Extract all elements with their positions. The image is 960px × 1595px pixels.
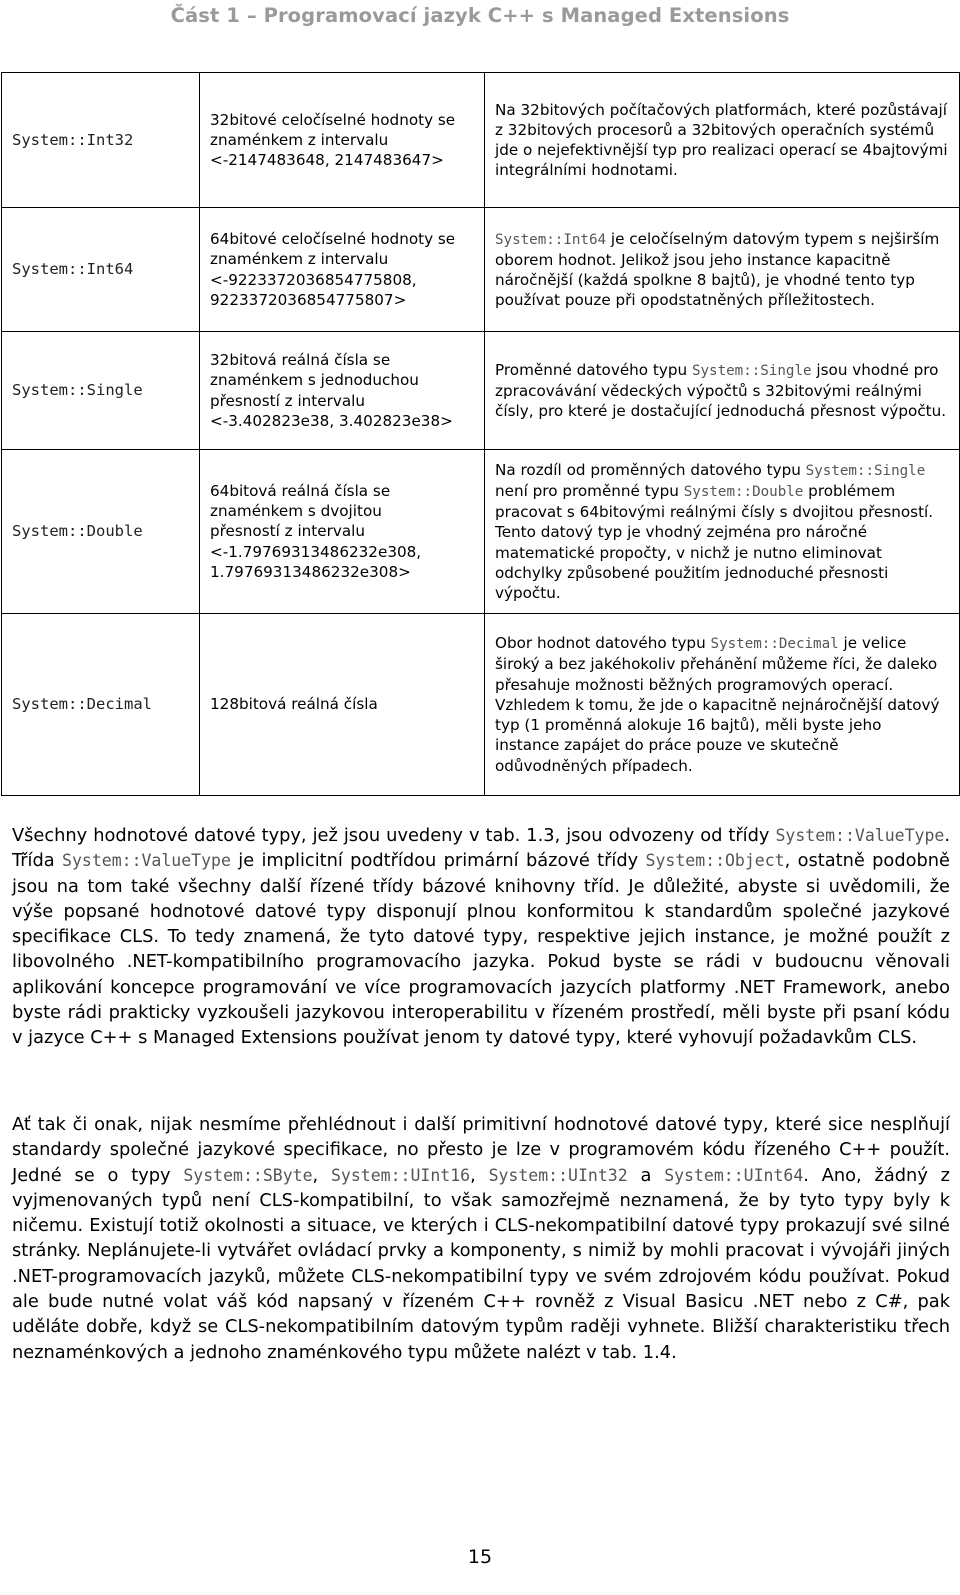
range-line: 32bitové celočíselné hodnoty se bbox=[210, 110, 456, 129]
range-line: 64bitová reálná čísla se bbox=[210, 481, 391, 500]
description-text: Na 32bitových počítačových platformách, které pozůstávají z 32bitových procesorů a 32bitových operačních systémů jde o nejefektivnější typ pro realizaci operací se 4bajtovými integrálními hodnotami. bbox=[495, 100, 948, 180]
type-name-cell: System::Double bbox=[2, 450, 200, 614]
paragraph-text: Ať tak či onak, nijak nesmíme přehlédnout i další primitivní hodnotové datové typy, které sice nesplňují standardy společné jazykové specifikace, no přesto je lze v programovém kódu řízeného C++ použít. Jedné se o typy bbox=[12, 1114, 950, 1186]
description-cell bbox=[485, 332, 960, 450]
range-line: <-2147483648, 2147483647> bbox=[210, 151, 444, 170]
description-cell bbox=[485, 73, 960, 208]
paragraph-text: , bbox=[312, 1164, 331, 1186]
type-code: System::Double bbox=[683, 483, 804, 500]
range-line: přesností z intervalu bbox=[210, 391, 365, 410]
description-text: není pro proměnné typu bbox=[495, 481, 684, 500]
range-line: znaménkem z intervalu bbox=[210, 250, 389, 269]
type-code: System::Object bbox=[645, 851, 785, 871]
table-row bbox=[2, 208, 960, 332]
range-line: 1.79769313486232e308> bbox=[210, 562, 411, 581]
type-code: System::ValueType bbox=[62, 851, 231, 871]
description-text: problémem pracovat s 64bitovými reálnými čísly s dvojitou přesností. Tento datový typ je vhodný zejména pro náročné matematické propočty, v nichž je nutno eliminovat odchylky způsobené použitím jednoduché přesnosti výpočtu. bbox=[495, 481, 934, 602]
paragraph-text: , ostatně podobně jsou na tom také všechny další řízené třídy bázové knihovny tříd. Je důležité, abyste si uvědomili, že výše popsané hodnotové datové typy disponují plnou konformitou k standardům společné jazykové specifikace CLS. To tedy znamená, že tyto datové typy, respektive jejich instance, je možné použít z libovolného .NET-kompatibilního programovacího jazyka. Pokud byste se rádi v budoucnu věnovali aplikování koncepce programování ve více programovacích jazycích platformy .NET Framework, anebo byste rádi prakticky vyzkoušeli jazykovou interoperabilitu v řízeném prostředí, měli byste při psaní kódu v jazyce C++ s Managed Extensions používat jenom ty datové typy, které vyhovují požadavkům CLS. bbox=[12, 850, 950, 1049]
description-text: jsou vhodné pro zpracovávání vědeckých výpočtů s 32bitovými reálnými čísly, pro které je dostačující jednoduchá přesnost výpočtu. bbox=[495, 360, 947, 421]
description-cell bbox=[485, 208, 960, 332]
range-line: 9223372036854775807> bbox=[210, 290, 407, 309]
paragraph-text: . Ano, žádný z vyjmenovaných typů není CLS-kompatibilní, to však samozřejmě neznamená, že by tyto typy byly k ničemu. Existují totiž okolnosti a situace, ve kterých i CLS-nekompatibilní datové typy prokazují své silné stránky. Neplánujete-li vytvářet ovládací prvky a komponenty, s nimiž by mohli pracovat i vývojáři jiných .NET-programovacích jazyků, můžete CLS-nekompatibilní typy ve svém zdrojovém kódu používat. Pokud ale bude nutné volat váš kód napsaný v řízeném C++ rovněž z Visual Basicu .NET nebo z C#, pak uděláte dobře, když se CLS-nekompatibilním datovým typům raději vyhnete. Bližší charakteristiku třech neznaménkových a jednoho znaménkového typu můžete nalézt v tab. 1.4. bbox=[12, 1164, 950, 1363]
paragraph-text: je implicitní podtřídou primární bázové třídy bbox=[230, 850, 646, 872]
table-row bbox=[2, 450, 960, 614]
range-line: 64bitové celočíselné hodnoty se bbox=[210, 230, 456, 249]
description-text: je velice široký a bez jakéhokoliv přehánění můžeme říci, že daleko přesahuje možnosti běžných programových operací. Vzhledem k tomu, že jde o kapacitně nejnáročnější datový typ (1 proměnná alokuje 16 bajtů), měli byste jeho instance zapájet do práce pouze ve skutečně odůvodněných případech. bbox=[495, 634, 940, 775]
range-line: <-9223372036854775808, bbox=[210, 270, 417, 289]
description-cell bbox=[485, 450, 960, 614]
data-types-table bbox=[1, 72, 960, 796]
paragraph-text: . Třída bbox=[12, 825, 950, 872]
value-range-cell bbox=[200, 332, 485, 450]
type-name-cell: System::Int64 bbox=[2, 208, 200, 332]
paragraph-text: a bbox=[627, 1164, 665, 1186]
type-code: System::ValueType bbox=[775, 826, 945, 845]
page-number: 15 bbox=[467, 1546, 493, 1568]
type-code: System::Single bbox=[805, 462, 926, 479]
range-line: znaménkem s jednoduchou bbox=[210, 371, 419, 390]
type-code: System::SByte bbox=[183, 1165, 313, 1185]
type-name-cell: System::Int32 bbox=[2, 73, 200, 208]
range-line: znaménkem s dvojitou bbox=[210, 502, 382, 521]
type-name-cell: System::Single bbox=[2, 332, 200, 450]
body-paragraph bbox=[12, 823, 950, 1051]
range-line: 128bitová reálná čísla bbox=[210, 695, 378, 714]
value-range-cell bbox=[200, 450, 485, 614]
description-text: Obor hodnot datového typu bbox=[495, 634, 711, 653]
description-text: Proměnné datového typu bbox=[495, 360, 692, 379]
value-range-cell bbox=[200, 208, 485, 332]
type-name-cell: System::Decimal bbox=[2, 614, 200, 796]
type-code: System::UInt16 bbox=[331, 1165, 471, 1185]
range-line: <-1.79769313486232e308, bbox=[210, 542, 422, 561]
paragraph-text: Všechny hodnotové datové typy, jež jsou uvedeny v tab. 1.3, jsou odvozeny od třídy bbox=[12, 825, 776, 846]
value-range-cell bbox=[200, 73, 485, 208]
range-line: přesností z intervalu bbox=[210, 522, 365, 541]
range-line: 32bitová reálná čísla se bbox=[210, 351, 391, 370]
description-cell bbox=[485, 614, 960, 796]
type-code: System::Int64 bbox=[495, 231, 607, 248]
type-code: System::UInt32 bbox=[488, 1165, 628, 1185]
range-line: znaménkem z intervalu bbox=[210, 130, 389, 149]
type-code: System::Decimal bbox=[710, 636, 839, 653]
table-row bbox=[2, 73, 960, 208]
paragraph-text: , bbox=[470, 1164, 489, 1186]
value-range-cell bbox=[200, 614, 485, 796]
page-header: Část 1 – Programovací jazyk C++ s Managed Extensions bbox=[170, 4, 790, 27]
table-row bbox=[2, 614, 960, 796]
body-paragraph bbox=[12, 1112, 950, 1365]
type-code: System::Single bbox=[691, 362, 812, 379]
range-line: <-3.402823e38, 3.402823e38> bbox=[210, 411, 453, 430]
table-row bbox=[2, 332, 960, 450]
description-text: je celočíselným datovým typem s nejširším oborem hodnot. Jelikož jsou jeho instance kapacitně náročnější (každá spolkne 8 bajtů), je vhodné tento typ používat pouze při opodstatněných příležitostech. bbox=[495, 229, 940, 310]
type-code: System::UInt64 bbox=[664, 1165, 804, 1185]
description-text: Na rozdíl od proměnných datového typu bbox=[495, 460, 806, 479]
